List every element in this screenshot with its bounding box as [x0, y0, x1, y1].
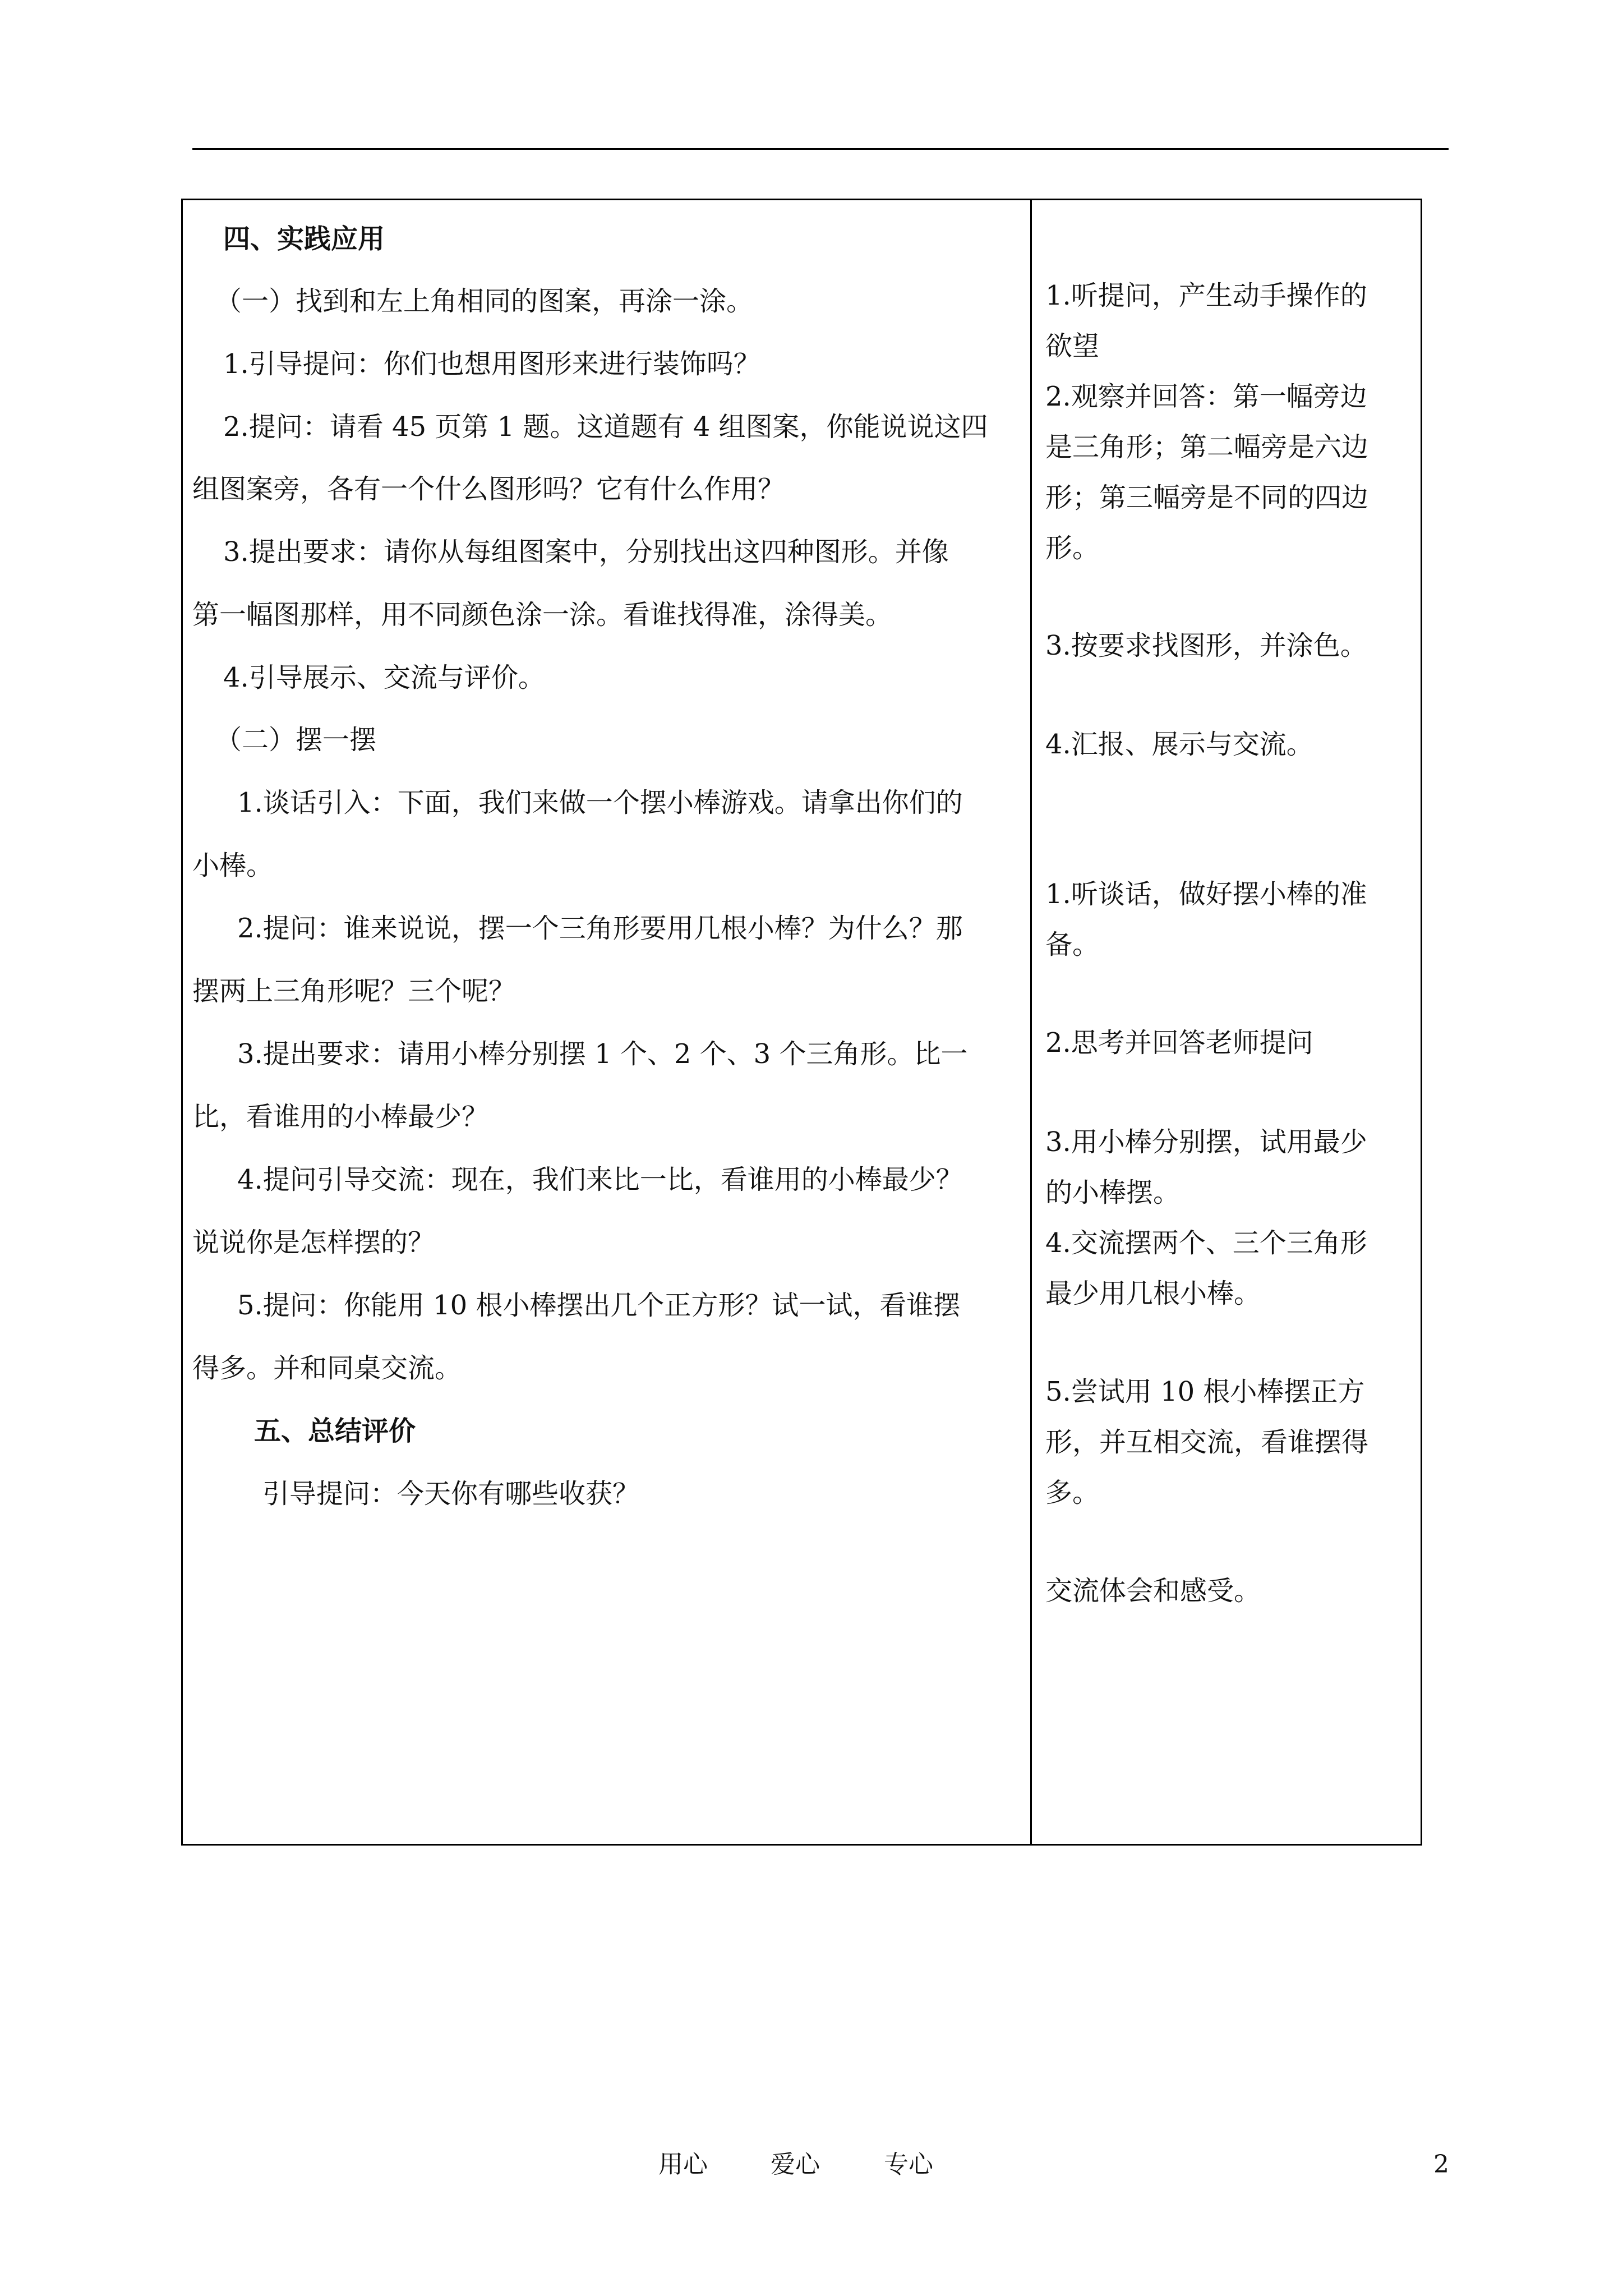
teacher-step-continued: 第一幅图那样，用不同颜色涂一涂。看谁找得准，涂得美。	[192, 599, 893, 631]
student-activity-continued: 多。	[1045, 1477, 1100, 1508]
student-activity-continued: 形，并互相交流，看谁摆得	[1045, 1427, 1369, 1458]
footer-motto-3: 专心	[884, 2150, 933, 2179]
teacher-step-continued: 说说你是怎样摆的？	[192, 1227, 435, 1258]
student-activity-continued: 是三角形；第二幅旁是六边	[1045, 431, 1369, 463]
student-activity: 2.思考并回答老师提问	[1045, 1027, 1313, 1059]
student-activity-continued: 形。	[1045, 532, 1100, 564]
teacher-step: 4.提问引导交流：现在，我们来比一比，看谁用的小棒最少？	[237, 1164, 963, 1195]
teacher-step: 2.提问：谁来说说，摆一个三角形要用几根小棒？为什么？那	[237, 913, 963, 944]
student-activity-continued: 的小棒摆。	[1045, 1177, 1181, 1208]
student-activity: 1.听谈话，做好摆小棒的准	[1045, 878, 1367, 910]
teacher-step: 5.提问：你能用 10 根小棒摆出几个正方形？试一试，看谁摆	[237, 1290, 961, 1321]
teacher-step: 3.提出要求：请你从每组图案中，分别找出这四种图形。并像	[223, 536, 949, 568]
student-activity: 交流体会和感受。	[1045, 1575, 1261, 1607]
teacher-step-continued: 摆两上三角形呢？三个呢？	[192, 976, 516, 1007]
student-activity: 1.听提问，产生动手操作的	[1045, 280, 1367, 311]
footer-motto-2: 爱心	[771, 2150, 820, 2179]
student-activity: 4.汇报、展示与交流。	[1045, 729, 1313, 760]
teacher-step: 1.引导提问：你们也想用图形来进行装饰吗？	[223, 348, 760, 380]
teacher-step-continued: 得多。并和同桌交流。	[192, 1352, 462, 1384]
student-activity: 3.用小棒分别摆，试用最少	[1045, 1126, 1367, 1158]
student-activity-continued: 欲望	[1045, 330, 1100, 362]
header-rule	[192, 148, 1449, 150]
teacher-step: 1.谈话引入：下面，我们来做一个摆小棒游戏。请拿出你们的	[237, 787, 963, 818]
page-number: 2	[1433, 2150, 1449, 2179]
subsection-heading-find-pattern: （一）找到和左上角相同的图案，再涂一涂。	[215, 286, 754, 317]
section-heading-practice: 四、实践应用	[223, 223, 385, 255]
section-heading-summary: 五、总结评价	[254, 1415, 416, 1447]
student-activity: 5.尝试用 10 根小棒摆正方	[1045, 1376, 1365, 1407]
student-activity-continued: 备。	[1045, 929, 1100, 960]
column-divider	[1030, 199, 1032, 1846]
student-activity: 2.观察并回答：第一幅旁边	[1045, 381, 1367, 412]
student-activity: 4.交流摆两个、三个三角形	[1045, 1227, 1367, 1259]
teacher-step-continued: 小棒。	[192, 850, 274, 881]
teacher-step: 2.提问：请看 45 页第 1 题。这道题有 4 组图案，你能说说这四	[223, 411, 988, 443]
student-activity: 3.按要求找图形，并涂色。	[1045, 630, 1367, 661]
subsection-heading-arrange: （二）摆一摆	[215, 724, 377, 756]
teacher-step: 4.引导展示、交流与评价。	[223, 662, 545, 693]
teacher-step: 引导提问：今天你有哪些收获？	[262, 1478, 640, 1510]
student-activity-continued: 形；第三幅旁是不同的四边	[1045, 482, 1369, 513]
footer-motto-1: 用心	[658, 2150, 708, 2179]
student-activity-continued: 最少用几根小棒。	[1045, 1278, 1261, 1309]
teacher-step: 3.提出要求：请用小棒分别摆 1 个、2 个、3 个三角形。比一	[237, 1038, 968, 1070]
teacher-step-continued: 比，看谁用的小棒最少？	[192, 1101, 489, 1133]
teacher-step-continued: 组图案旁，各有一个什么图形吗？它有什么作用？	[192, 473, 785, 505]
